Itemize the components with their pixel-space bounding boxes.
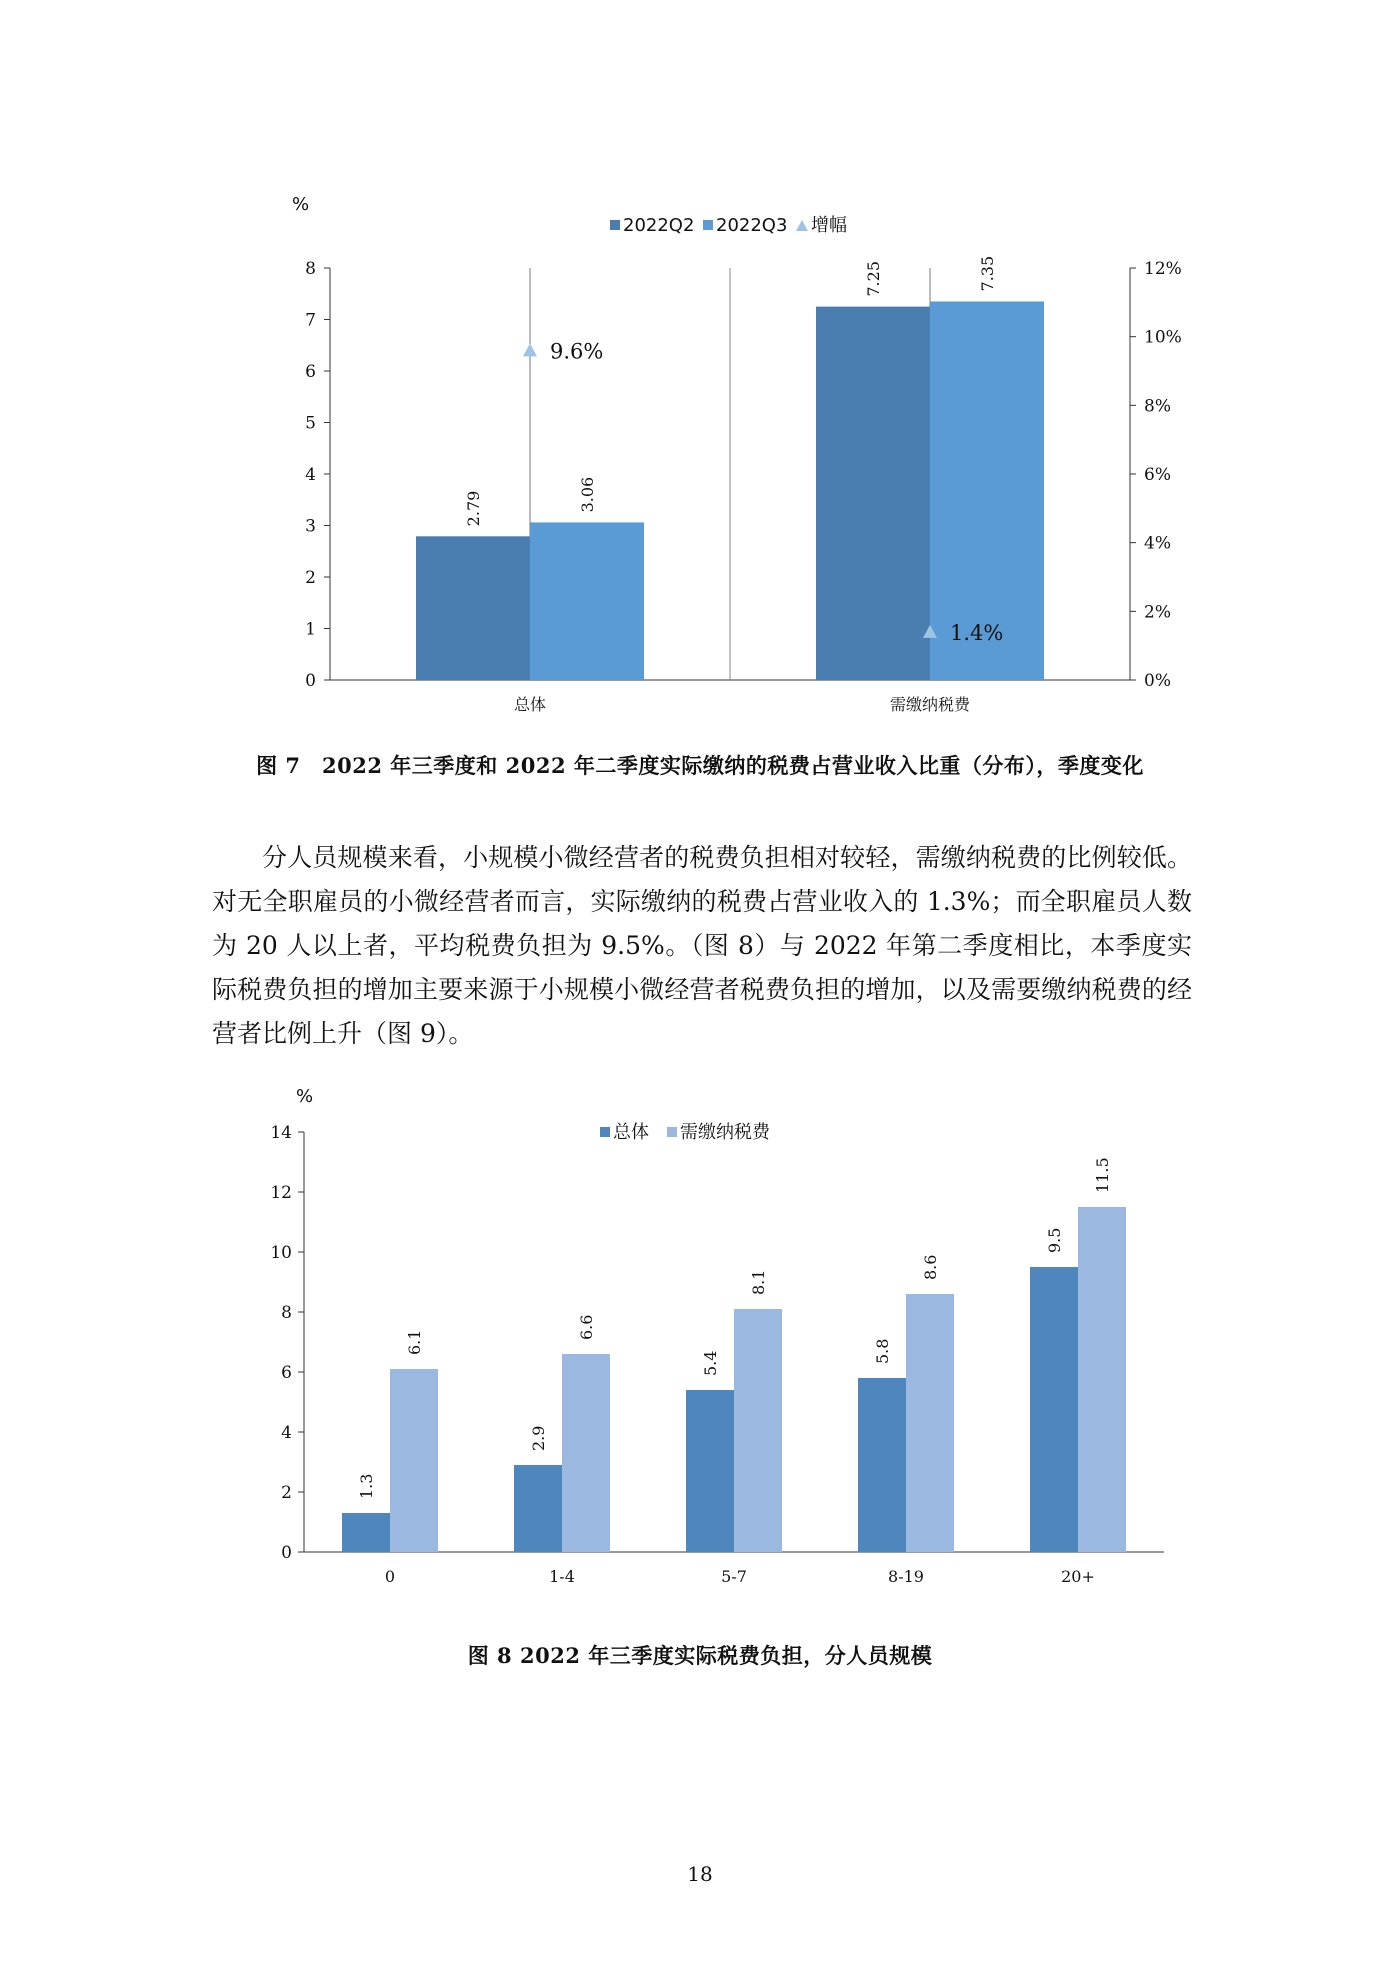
legend-swatch — [703, 220, 713, 230]
bar — [686, 1390, 734, 1552]
bar — [816, 307, 930, 680]
y2-tick-label: 0% — [1144, 671, 1171, 691]
x-category-label: 8-19 — [888, 1567, 924, 1586]
y2-tick-label: 4% — [1144, 533, 1171, 554]
data-label: 5.4 — [701, 1350, 720, 1376]
y-tick-label: 2 — [281, 1483, 292, 1503]
bar — [906, 1294, 954, 1552]
bar — [858, 1378, 906, 1552]
data-label: 2.9 — [529, 1425, 548, 1451]
change-marker — [523, 343, 537, 356]
change-label: 1.4% — [950, 620, 1004, 645]
y-tick-label: 2 — [305, 568, 316, 588]
data-label: 5.8 — [873, 1338, 892, 1364]
bar — [342, 1513, 390, 1552]
data-label: 8.1 — [749, 1269, 768, 1295]
body-paragraph: 分人员规模来看，小规模小微经营者的税费负担相对较轻，需缴纳税费的比例较低。对无全职雇员的小微经营者而言，实际缴纳的税费占营业收入的 1.3%；而全职雇员人数为 20 人以上者，平均税费负担为 9.5%。（图 8）与 2022 年第二季度相比，本季度实际税费负担的增加主要来源于小规模小微经营者税费负担的增加，以及需要缴纳税费的经营者比例上升（图 9）。 — [212, 843, 1192, 1048]
body-paragraph-block — [212, 836, 1192, 1056]
bar — [416, 536, 530, 680]
bar — [562, 1354, 610, 1552]
x-category-label: 20+ — [1061, 1567, 1095, 1586]
y2-tick-label: 10% — [1144, 327, 1182, 348]
bar — [530, 522, 644, 680]
y-tick-label: 5 — [305, 413, 316, 434]
x-category-label: 1-4 — [549, 1567, 575, 1586]
legend-swatch — [600, 1127, 610, 1137]
y-tick-label: 3 — [305, 516, 316, 537]
x-category-label: 总体 — [513, 695, 547, 714]
figure8-caption: 图 8 2022 年三季度实际税费负担，分人员规模 — [467, 1643, 933, 1668]
data-label: 2.79 — [464, 490, 483, 527]
data-label: 1.3 — [357, 1473, 376, 1499]
figure7-chart — [0, 180, 1400, 740]
x-category-label: 需缴纳税费 — [889, 695, 971, 714]
y2-tick-label: 6% — [1144, 465, 1171, 485]
legend-swatch — [610, 220, 620, 230]
y-tick-label: 1 — [305, 619, 316, 640]
data-label: 6.1 — [405, 1329, 424, 1355]
y-axis-unit: % — [292, 194, 310, 215]
data-label: 11.5 — [1093, 1157, 1112, 1193]
figure8-chart — [0, 1080, 1400, 1620]
y-tick-label: 8 — [305, 259, 316, 279]
legend-label: 总体 — [613, 1122, 649, 1143]
y2-tick-label: 12% — [1144, 259, 1182, 279]
y-tick-label: 7 — [305, 310, 316, 331]
y-tick-label: 8 — [281, 1303, 292, 1323]
y-tick-label: 0 — [305, 671, 316, 691]
data-label: 3.06 — [578, 476, 597, 513]
data-label: 9.5 — [1045, 1227, 1064, 1253]
page-number: 18 — [687, 1862, 713, 1886]
data-label: 7.25 — [864, 261, 883, 297]
legend-label: 2022Q2 — [623, 215, 695, 236]
bar — [514, 1465, 562, 1552]
y-tick-label: 4 — [305, 465, 316, 485]
y-tick-label: 4 — [281, 1423, 292, 1443]
legend-swatch — [667, 1127, 677, 1137]
x-category-label: 5-7 — [721, 1567, 747, 1586]
data-label: 8.6 — [921, 1254, 940, 1280]
y-tick-label: 0 — [281, 1543, 292, 1563]
x-category-label: 0 — [384, 1567, 396, 1586]
y-tick-label: 6 — [281, 1363, 292, 1383]
y-tick-label: 14 — [270, 1123, 292, 1143]
data-label: 7.35 — [978, 255, 997, 292]
y-tick-label: 6 — [305, 362, 316, 382]
bar — [1078, 1207, 1126, 1552]
bar — [734, 1309, 782, 1552]
legend-triangle — [796, 220, 808, 231]
legend-label: 增幅 — [811, 215, 847, 236]
y2-tick-label: 2% — [1144, 602, 1171, 623]
data-label: 6.6 — [577, 1314, 596, 1340]
bar — [1030, 1267, 1078, 1552]
bar — [390, 1369, 438, 1552]
y-axis-unit: % — [296, 1086, 314, 1107]
legend-label: 需缴纳税费 — [680, 1122, 770, 1143]
y-tick-label: 12 — [270, 1183, 292, 1203]
figure7-caption: 图 7 2022 年三季度和 2022 年二季度实际缴纳的税费占营业收入比重（分布），季度变化 — [256, 753, 1144, 778]
y-tick-label: 10 — [270, 1243, 292, 1263]
y2-tick-label: 8% — [1144, 396, 1171, 417]
change-label: 9.6% — [550, 339, 604, 364]
legend-label: 2022Q3 — [716, 215, 788, 236]
